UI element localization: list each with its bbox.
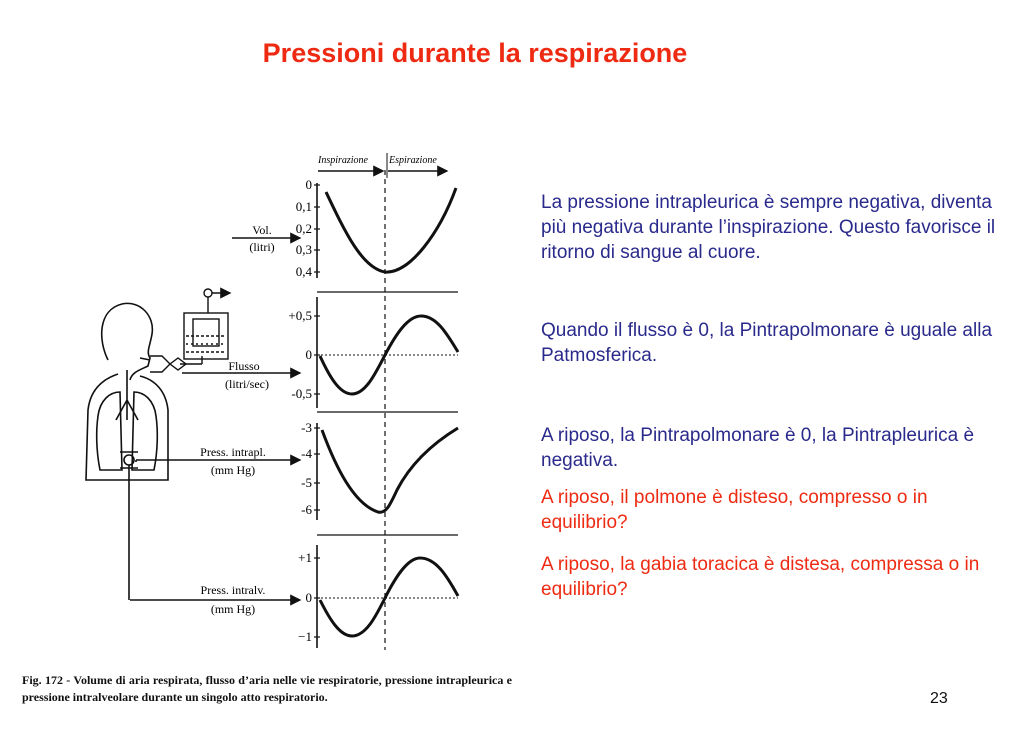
right-lung — [132, 392, 157, 470]
volume-tick-3: 0,3 — [295, 242, 312, 257]
inspiration-label: Inspirazione — [318, 155, 368, 166]
flow-label: Flusso — [228, 359, 260, 373]
volume-unit: (litri) — [249, 240, 275, 254]
phase-header — [317, 153, 447, 178]
human-figure — [86, 303, 168, 600]
slide-title: Pressioni durante la respirazione — [262, 38, 688, 68]
flow-unit: (litri/sec) — [225, 377, 269, 391]
flow-tick-2: -0,5 — [291, 386, 312, 401]
paragraph-intrapleural: La pressione intrapleurica è sempre negativa, diventa più negativa durante l’inspirazione. Questo favorisce il ritorno di sangue al cuore. — [541, 192, 996, 263]
intrapleural-tick-2: -5 — [301, 475, 312, 490]
intraalveolar-tick-1: 0 — [305, 590, 312, 605]
intraalveolar-panel — [130, 545, 458, 648]
intrapleural-label: Press. intrapl. — [200, 445, 266, 459]
paragraph-flow-zero: Quando il flusso è 0, la Pintrapolmonare è uguale alla Patmosferica. — [541, 320, 993, 366]
volume-tick-2: 0,2 — [295, 221, 312, 236]
intrapleural-curve — [322, 428, 458, 512]
figure-caption: Fig. 172 - Volume di aria respirata, flusso d’aria nelle vie respiratorie, pressione intrapleurica e pressione intralveolare durante un singolo atto respiratorio. — [22, 673, 512, 704]
intrapleural-tick-0: -3 — [301, 420, 312, 435]
paragraph-rest: A riposo, la Pintrapolmonare è 0, la Pintrapleurica è negativa. — [541, 425, 975, 471]
head-outline — [102, 303, 153, 380]
intrapleural-unit: (mm Hg) — [210, 463, 256, 477]
question-lung: A riposo, il polmone è disteso, compresso o in equilibrio? — [541, 487, 928, 533]
spirometer — [150, 289, 230, 372]
volume-panel — [232, 177, 458, 292]
intraalveolar-tick-0: +1 — [298, 550, 312, 565]
page-number: 23 — [930, 690, 948, 707]
flow-tick-1: 0 — [305, 347, 312, 362]
volume-tick-0: 0 — [305, 177, 312, 192]
intraalveolar-curve — [320, 558, 458, 636]
expiration-label: Espirazione — [389, 155, 437, 166]
intraalveolar-label: Press. intralv. — [200, 583, 266, 597]
intrapleural-tick-3: -6 — [301, 502, 312, 517]
question-thorax: A riposo, la gabia toracica è distesa, compressa o in equilibrio? — [541, 554, 980, 600]
volume-tick-1: 0,1 — [295, 199, 312, 214]
flow-tick-0: +0,5 — [288, 308, 312, 323]
volume-label: Vol. — [252, 223, 272, 237]
intrapleural-tick-1: -4 — [301, 446, 312, 461]
volume-curve — [326, 188, 456, 272]
intraalveolar-tick-2: −1 — [298, 629, 312, 644]
intraalveolar-unit: (mm Hg) — [210, 602, 256, 616]
left-lung — [97, 392, 122, 470]
intrapleural-panel — [136, 420, 458, 535]
volume-tick-4: 0,4 — [295, 264, 312, 279]
